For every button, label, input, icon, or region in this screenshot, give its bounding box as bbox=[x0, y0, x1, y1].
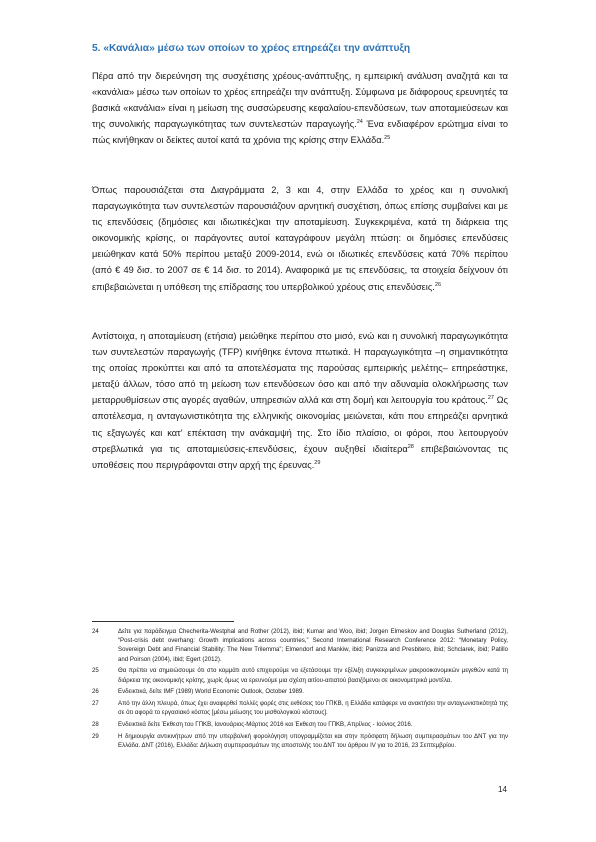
footnote-number: 26 bbox=[92, 688, 99, 696]
footnote-text: Ενδεικτικά, δείτε IMF (1989) World Economic Outlook, October 1989. bbox=[118, 688, 304, 696]
footnote-separator bbox=[92, 621, 234, 622]
paragraph-text: Όπως παρουσιάζεται στα Διαγράμματα 2, 3 και 4, στην Ελλάδα το χρέος και η συνολική παραγωγικότητα των συντελεστών παρουσιάζουν αρνητική συσχέτιση, όπως επίσης συμβαίνει και με τις επενδύσεις (δημόσιες και ιδιωτικές)και την αποταμίευση. Συγκεκριμένα, κατά τη διάρκεια της οικονομικής κρίσης, οι παράγοντες αυτοί καταγράφουν μεγάλη πτώση: οι δημόσιες επενδύσεις μειώθηκαν κατά 50% περίπου μεταξύ 2009-2014, ενώ οι ιδιωτικές επενδύσεις κατά 70% περίπου (από € 49 δισ. το 2007 σε € 14 δισ. το 2014). Αναφορικά με τις επενδύσεις, τα στοιχεία δείχνουν ότι επιβεβαιώνεται η υπόθεση της επίδρασης του υπερβολικού χρέους στις επενδύσεις. bbox=[92, 185, 508, 292]
footnote bbox=[92, 666, 508, 684]
footnote-text: Δείτε για παράδειγμα Checherita-Westphal and Rother (2012), ibid; Kumar and Woo, ibid; Jorgen Elmeskov and Douglas Sutherland (2012), “Post-crisis debt overhang: Growth implications across countries,” Second International Research Conference 2012: “Monetary Policy, Sovereign Debt and Financial Stability: The New Trilemma”; Elmendorf and Mankiw, ibid; Panizza and Presbitero, ibid; Schclarek, ibid; Patillo and Poirson (2004), ibid; Egert (2012). bbox=[118, 628, 508, 663]
paragraph-3 bbox=[92, 328, 508, 473]
footnote-text: Από την άλλη πλευρά, όπως έχει αναφερθεί πολλές φορές στις εκθέσεις του ΓΠΚΒ, η Ελλάδα κατάφερε να ανακτήσει την ανταγωνιστικότητά της σε ότι αφορά το εργασιακό κόστος [μέσω μείωσης του μισθολογικού κόστους]. bbox=[118, 700, 508, 717]
footnote-ref-26[interactable]: 26 bbox=[434, 281, 442, 288]
footnote-ref-28[interactable]: 28 bbox=[407, 443, 414, 450]
footnote-ref-25[interactable]: 25 bbox=[384, 135, 391, 142]
section-heading: 5. «Κανάλια» μέσω των οποίων το χρέος επηρεάζει την ανάπτυξη bbox=[92, 43, 411, 54]
footnote bbox=[92, 720, 508, 729]
footnote-number: 29 bbox=[92, 733, 99, 740]
footnote bbox=[92, 627, 508, 664]
footnote-text: Ενδεικτικά δείτε Έκθεση του ΓΠΚΒ, Ιανουάριος-Μάρτιος 2016 και Έκθεση του ΓΠΚΒ, Απρίλιος - Ιούνιος 2016. bbox=[118, 721, 413, 729]
footnote-ref-29[interactable]: 29 bbox=[314, 459, 321, 466]
paragraph-text: επιβεβαιώνοντας τις υποθέσεις που περιγράφονται στην αρχή της έρευνας. bbox=[92, 443, 508, 470]
page-number: 14 bbox=[498, 785, 507, 794]
footnote-number: 25 bbox=[92, 667, 99, 675]
paragraph-1 bbox=[92, 68, 508, 148]
footnote bbox=[92, 699, 508, 717]
footnote-ref-27[interactable]: 27 bbox=[487, 395, 494, 402]
paragraph-text: Ένα ενδιαφέρον ερώτημα είναι το πώς κινήθηκαν οι δείκτες αυτοί κατά τα χρόνια της κρίσης στην Ελλάδα. bbox=[92, 119, 508, 146]
paragraph-text: Πέρα από την διερεύνηση της συσχέτισης χρέους-ανάπτυξης, η εμπειρική ανάλυση αναζητά και τα «κανάλια» μέσω των οποίων το χρέος επηρεάζει την ανάπτυξη. Σύμφωνα με διάφορους ερευνητές τα βασικά «κανάλια» είναι η μείωση της συσσώρευσης κεφαλαίου-επενδύσεων, των αποταμιεύσεων και της συνολικής παραγωγικότητας των συντελεστών παραγωγής. bbox=[92, 71, 508, 130]
footnote-number: 28 bbox=[92, 721, 99, 729]
paragraph-text: Αντίστοιχα, η αποταμίευση (ετήσια) μειώθηκε περίπου στο μισό, ενώ και η συνολική παραγωγικότητα των συντελεστών παραγωγής (TFP) κινήθηκε έντονα πτωτικά. Η παραγωγικότητα –η σημαντικότητα της οποίας προκύπτει και από τα αποτελέσματα της παρούσας εμπειρικής μελέτης– επηρεάστηκε, μεταξύ άλλων, τόσο από τη μείωση των επενδύσεων όσο και από την αδυναμία ολοκλήρωσης των μεταρρυθμίσεων στις αγορές αγαθών, υπηρεσιών αλλά και στη δομή και λειτουργία του κράτους. bbox=[92, 331, 508, 406]
footnote-number: 24 bbox=[92, 628, 99, 635]
footnote-text: Η δημιουργία αντικινήτρων από την υπερβολική φορολόγηση υπογραμμίζεται και στην πρόσφατη δήλωση συμπερασμάτων του ΔΝΤ για την Ελλάδα. ΔΝΤ (2016), Ελλάδα: Δήλωση συμπερασμάτων της αποστολής του ΔΝΤ του άρθρου IV για το 2016, 23 Σεπτεμβρίου. bbox=[118, 733, 508, 750]
paragraph-text: Ως αποτέλεσμα, η ανταγωνιστικότητα της ελληνικής οικονομίας μειώνεται, κάτι που επηρεάζει αρνητικά τις εξαγωγές και κατ' επέκταση την ανάκαμψή της. Στο ίδιο πλαίσιο, οι φόροι, που λειτουργούν στρεβλωτικά για τις αποταμιεύσεις-επενδύσεις, έχουν αυξηθεί ιδιαίτερα bbox=[92, 395, 508, 454]
footnote-ref-24[interactable]: 24 bbox=[356, 119, 363, 126]
footnote bbox=[92, 687, 508, 696]
footnote-text: Θα πρέπει να σημειώσουμε ότι στο κομμάτι αυτό επιχειρούμε να εξετάσουμε την εξέλιξη συγκεκριμένων μακροοικονομικών μεγεθών κατά τη διάρκεια της οικονομικής κρίσης, χωρίς όμως να ερευνούμε μια σχέση αιτίου-αιτιατού βασιζόμενοι σε οικονομετρικά μοντέλα. bbox=[118, 667, 508, 684]
footnote bbox=[92, 732, 508, 750]
footnotes bbox=[92, 627, 508, 753]
paragraph-2 bbox=[92, 182, 508, 295]
footnote-number: 27 bbox=[92, 700, 99, 708]
